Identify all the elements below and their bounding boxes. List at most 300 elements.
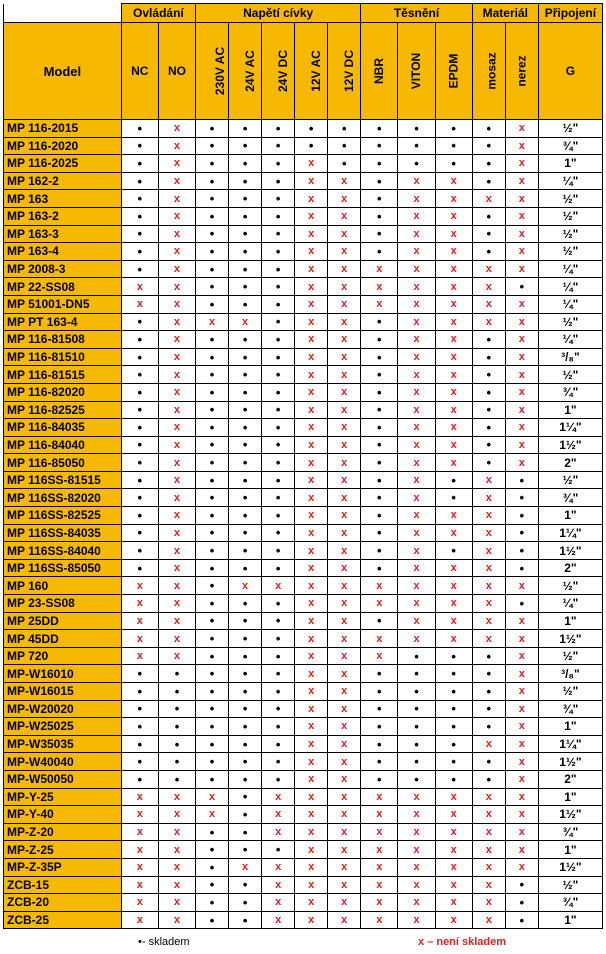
table-row: [4, 366, 603, 384]
in-stock-mark: •: [472, 419, 505, 437]
in-stock-mark: •: [435, 753, 472, 771]
model-cell: MP 720: [4, 647, 122, 665]
model-cell: MP 116SS-84040: [4, 542, 122, 560]
not-in-stock-mark: x: [505, 612, 538, 630]
in-stock-mark: •: [196, 401, 229, 419]
not-in-stock-mark: x: [505, 190, 538, 208]
in-stock-mark: •: [121, 665, 158, 683]
connection-cell: ¾": [538, 383, 602, 401]
not-in-stock-mark: x: [398, 383, 435, 401]
connection-cell: 1½": [538, 542, 602, 560]
not-in-stock-mark: x: [196, 313, 229, 331]
connection-cell: ¼": [538, 260, 602, 278]
in-stock-mark: •: [196, 770, 229, 788]
col-viton-label: VITON: [409, 52, 424, 90]
connection-cell: 1": [538, 612, 602, 630]
not-in-stock-mark: x: [398, 630, 435, 648]
not-in-stock-mark: x: [361, 295, 398, 313]
connection-cell: 1": [538, 155, 602, 173]
not-in-stock-mark: x: [505, 683, 538, 701]
not-in-stock-mark: x: [472, 911, 505, 929]
not-in-stock-mark: x: [435, 190, 472, 208]
connection-cell: 1¼": [538, 735, 602, 753]
in-stock-mark: •: [196, 665, 229, 683]
not-in-stock-mark: x: [121, 788, 158, 806]
in-stock-mark: •: [196, 207, 229, 225]
in-stock-mark: •: [262, 225, 295, 243]
in-stock-mark: •: [229, 260, 262, 278]
not-in-stock-mark: x: [505, 331, 538, 349]
not-in-stock-mark: x: [158, 524, 195, 542]
in-stock-mark: •: [262, 647, 295, 665]
not-in-stock-mark: x: [472, 524, 505, 542]
in-stock-mark: •: [361, 383, 398, 401]
in-stock-mark: •: [196, 876, 229, 894]
not-in-stock-mark: x: [398, 471, 435, 489]
not-in-stock-mark: x: [398, 401, 435, 419]
in-stock-mark: •: [121, 243, 158, 261]
in-stock-mark: •: [196, 137, 229, 155]
table-row: [4, 788, 603, 806]
not-in-stock-mark: x: [328, 278, 361, 296]
not-in-stock-mark: x: [121, 841, 158, 859]
col-24v-dc-label: 24V DC: [276, 49, 291, 93]
in-stock-mark: •: [262, 331, 295, 349]
not-in-stock-mark: x: [505, 155, 538, 173]
col-epdm-label: EPDM: [446, 53, 461, 89]
in-stock-mark: •: [361, 559, 398, 577]
not-in-stock-mark: x: [505, 770, 538, 788]
in-stock-mark: •: [196, 436, 229, 454]
not-in-stock-mark: x: [361, 911, 398, 929]
in-stock-mark: •: [196, 366, 229, 384]
not-in-stock-mark: x: [398, 366, 435, 384]
not-in-stock-mark: x: [328, 313, 361, 331]
in-stock-mark: •: [262, 155, 295, 173]
in-stock-mark: •: [361, 207, 398, 225]
not-in-stock-mark: x: [262, 876, 295, 894]
connection-cell: ¾": [538, 823, 602, 841]
not-in-stock-mark: x: [472, 507, 505, 525]
not-in-stock-mark: x: [328, 647, 361, 665]
model-cell: MP 163-3: [4, 225, 122, 243]
connection-cell: ½": [538, 471, 602, 489]
model-cell: MP-W20020: [4, 700, 122, 718]
table-row: [4, 841, 603, 859]
not-in-stock-mark: x: [505, 823, 538, 841]
in-stock-mark: •: [262, 172, 295, 190]
not-in-stock-mark: x: [295, 454, 328, 472]
in-stock-mark: •: [158, 700, 195, 718]
model-cell: MP 116-85050: [4, 454, 122, 472]
not-in-stock-mark: x: [398, 841, 435, 859]
not-in-stock-mark: x: [505, 718, 538, 736]
in-stock-mark: •: [472, 401, 505, 419]
not-in-stock-mark: x: [328, 454, 361, 472]
not-in-stock-mark: x: [435, 507, 472, 525]
connection-cell: ¼": [538, 172, 602, 190]
in-stock-mark: •: [505, 894, 538, 912]
not-in-stock-mark: x: [229, 313, 262, 331]
in-stock-mark: •: [196, 559, 229, 577]
in-stock-mark: •: [472, 243, 505, 261]
in-stock-mark: •: [398, 647, 435, 665]
not-in-stock-mark: x: [158, 471, 195, 489]
not-in-stock-mark: x: [328, 524, 361, 542]
not-in-stock-mark: x: [505, 841, 538, 859]
connection-cell: 2": [538, 454, 602, 472]
not-in-stock-mark: x: [328, 383, 361, 401]
in-stock-mark: •: [121, 436, 158, 454]
in-stock-mark: •: [398, 700, 435, 718]
not-in-stock-mark: x: [328, 858, 361, 876]
in-stock-mark: •: [196, 753, 229, 771]
not-in-stock-mark: x: [295, 753, 328, 771]
col-epdm: [435, 23, 472, 120]
not-in-stock-mark: x: [435, 454, 472, 472]
not-in-stock-mark: x: [121, 595, 158, 613]
in-stock-mark: •: [262, 383, 295, 401]
connection-cell: 1½": [538, 630, 602, 648]
in-stock-mark: •: [435, 471, 472, 489]
not-in-stock-mark: x: [295, 911, 328, 929]
not-in-stock-mark: x: [262, 894, 295, 912]
connection-cell: 1¼": [538, 524, 602, 542]
table-row: [4, 401, 603, 419]
model-cell: MP 116SS-81515: [4, 471, 122, 489]
in-stock-mark: •: [361, 190, 398, 208]
in-stock-mark: •: [361, 612, 398, 630]
not-in-stock-mark: x: [435, 788, 472, 806]
not-in-stock-mark: x: [295, 278, 328, 296]
in-stock-mark: •: [158, 753, 195, 771]
not-in-stock-mark: x: [435, 331, 472, 349]
connection-cell: ½": [538, 577, 602, 595]
not-in-stock-mark: x: [295, 823, 328, 841]
connection-cell: 1": [538, 718, 602, 736]
not-in-stock-mark: x: [262, 823, 295, 841]
in-stock-mark: •: [196, 595, 229, 613]
col-24v-ac: [229, 23, 262, 120]
col-no: NO: [158, 23, 195, 120]
group-blank: [4, 4, 122, 23]
in-stock-mark: •: [229, 507, 262, 525]
table-row: [4, 595, 603, 613]
table-row: [4, 331, 603, 349]
not-in-stock-mark: x: [435, 612, 472, 630]
group-ovladani: Ovládání: [121, 4, 195, 23]
in-stock-mark: •: [229, 806, 262, 824]
not-in-stock-mark: x: [472, 630, 505, 648]
in-stock-mark: •: [398, 735, 435, 753]
not-in-stock-mark: x: [295, 331, 328, 349]
not-in-stock-mark: x: [435, 894, 472, 912]
not-in-stock-mark: x: [121, 630, 158, 648]
col-24v-ac-label: 24V AC: [242, 50, 257, 92]
not-in-stock-mark: x: [505, 172, 538, 190]
table-row: [4, 207, 603, 225]
not-in-stock-mark: x: [472, 489, 505, 507]
not-in-stock-mark: x: [505, 753, 538, 771]
not-in-stock-mark: x: [435, 207, 472, 225]
in-stock-mark: •: [121, 454, 158, 472]
in-stock-mark: •: [472, 770, 505, 788]
in-stock-mark: •: [229, 471, 262, 489]
not-in-stock-mark: x: [398, 612, 435, 630]
not-in-stock-mark: x: [398, 207, 435, 225]
not-in-stock-mark: x: [295, 243, 328, 261]
table-row: [4, 770, 603, 788]
model-cell: MP 116SS-82525: [4, 507, 122, 525]
in-stock-mark: •: [262, 700, 295, 718]
not-in-stock-mark: x: [295, 524, 328, 542]
table-row: [4, 278, 603, 296]
in-stock-mark: •: [196, 243, 229, 261]
in-stock-mark: •: [361, 524, 398, 542]
not-in-stock-mark: x: [435, 278, 472, 296]
in-stock-mark: •: [229, 841, 262, 859]
not-in-stock-mark: x: [158, 788, 195, 806]
connection-cell: ½": [538, 190, 602, 208]
in-stock-mark: •: [361, 331, 398, 349]
not-in-stock-mark: x: [435, 559, 472, 577]
not-in-stock-mark: x: [295, 788, 328, 806]
not-in-stock-mark: x: [158, 612, 195, 630]
in-stock-mark: •: [229, 612, 262, 630]
not-in-stock-mark: x: [328, 735, 361, 753]
in-stock-mark: •: [295, 137, 328, 155]
not-in-stock-mark: x: [295, 172, 328, 190]
in-stock-mark: •: [196, 155, 229, 173]
table-row: [4, 454, 603, 472]
model-cell: MP 23-SS08: [4, 595, 122, 613]
in-stock-mark: •: [121, 753, 158, 771]
in-stock-mark: •: [121, 401, 158, 419]
not-in-stock-mark: x: [328, 331, 361, 349]
in-stock-mark: •: [121, 366, 158, 384]
connection-cell: ½": [538, 120, 602, 138]
in-stock-mark: •: [435, 665, 472, 683]
not-in-stock-mark: x: [158, 348, 195, 366]
not-in-stock-mark: x: [158, 507, 195, 525]
model-cell: MP 116-81510: [4, 348, 122, 366]
not-in-stock-mark: x: [398, 788, 435, 806]
table-row: [4, 911, 603, 929]
connection-cell: ½": [538, 313, 602, 331]
in-stock-mark: •: [262, 595, 295, 613]
not-in-stock-mark: x: [158, 595, 195, 613]
col-nbr-label: NBR: [372, 58, 387, 84]
connection-cell: 1½": [538, 753, 602, 771]
in-stock-mark: •: [196, 454, 229, 472]
model-cell: MP-Y-25: [4, 788, 122, 806]
not-in-stock-mark: x: [328, 770, 361, 788]
in-stock-mark: •: [229, 524, 262, 542]
in-stock-mark: •: [229, 243, 262, 261]
not-in-stock-mark: x: [295, 401, 328, 419]
not-in-stock-mark: x: [435, 295, 472, 313]
in-stock-mark: •: [435, 120, 472, 138]
not-in-stock-mark: x: [121, 858, 158, 876]
in-stock-mark: •: [505, 559, 538, 577]
in-stock-mark: •: [361, 120, 398, 138]
not-in-stock-mark: x: [158, 436, 195, 454]
model-cell: MP 22-SS08: [4, 278, 122, 296]
in-stock-mark: •: [398, 718, 435, 736]
not-in-stock-mark: x: [435, 876, 472, 894]
not-in-stock-mark: x: [472, 894, 505, 912]
column-header-row: [4, 23, 603, 120]
table-row: [4, 436, 603, 454]
not-in-stock-mark: x: [158, 454, 195, 472]
not-in-stock-mark: x: [158, 260, 195, 278]
connection-cell: ¼": [538, 331, 602, 349]
not-in-stock-mark: x: [158, 577, 195, 595]
not-in-stock-mark: x: [295, 894, 328, 912]
not-in-stock-mark: x: [295, 858, 328, 876]
in-stock-mark: •: [229, 419, 262, 437]
in-stock-mark: •: [121, 348, 158, 366]
in-stock-mark: •: [435, 137, 472, 155]
not-in-stock-mark: x: [295, 207, 328, 225]
not-in-stock-mark: x: [262, 858, 295, 876]
table-row: [4, 155, 603, 173]
not-in-stock-mark: x: [505, 419, 538, 437]
in-stock-mark: •: [196, 542, 229, 560]
in-stock-mark: •: [121, 770, 158, 788]
not-in-stock-mark: x: [158, 401, 195, 419]
in-stock-mark: •: [472, 366, 505, 384]
not-in-stock-mark: x: [398, 436, 435, 454]
table-row: [4, 823, 603, 841]
not-in-stock-mark: x: [361, 806, 398, 824]
not-in-stock-mark: x: [505, 137, 538, 155]
in-stock-mark: •: [229, 630, 262, 648]
not-in-stock-mark: x: [121, 278, 158, 296]
in-stock-mark: •: [262, 278, 295, 296]
not-in-stock-mark: x: [435, 243, 472, 261]
not-in-stock-mark: x: [158, 876, 195, 894]
connection-cell: ¼": [538, 278, 602, 296]
in-stock-mark: •: [435, 542, 472, 560]
in-stock-mark: •: [196, 577, 229, 595]
in-stock-mark: •: [229, 770, 262, 788]
in-stock-mark: •: [361, 770, 398, 788]
not-in-stock-mark: x: [435, 524, 472, 542]
in-stock-mark: •: [262, 542, 295, 560]
in-stock-mark: •: [121, 120, 158, 138]
not-in-stock-mark: x: [295, 190, 328, 208]
not-in-stock-mark: x: [435, 577, 472, 595]
connection-cell: ³/₈": [538, 665, 602, 683]
table-body: [4, 120, 603, 929]
not-in-stock-mark: x: [158, 419, 195, 437]
not-in-stock-mark: x: [505, 647, 538, 665]
col-g: G: [538, 23, 602, 120]
not-in-stock-mark: x: [361, 823, 398, 841]
not-in-stock-mark: x: [295, 383, 328, 401]
table-row: [4, 243, 603, 261]
not-in-stock-mark: x: [328, 436, 361, 454]
not-in-stock-mark: x: [328, 806, 361, 824]
in-stock-mark: •: [121, 137, 158, 155]
in-stock-mark: •: [229, 559, 262, 577]
in-stock-mark: •: [196, 647, 229, 665]
not-in-stock-mark: x: [505, 630, 538, 648]
in-stock-mark: •: [262, 260, 295, 278]
not-in-stock-mark: x: [121, 806, 158, 824]
not-in-stock-mark: x: [158, 155, 195, 173]
not-in-stock-mark: x: [295, 295, 328, 313]
in-stock-mark: •: [361, 172, 398, 190]
connection-cell: ½": [538, 207, 602, 225]
not-in-stock-mark: x: [505, 700, 538, 718]
in-stock-mark: •: [229, 383, 262, 401]
not-in-stock-mark: x: [435, 225, 472, 243]
in-stock-mark: •: [196, 225, 229, 243]
not-in-stock-mark: x: [398, 172, 435, 190]
connection-cell: 1": [538, 788, 602, 806]
not-in-stock-mark: x: [472, 806, 505, 824]
not-in-stock-mark: x: [361, 278, 398, 296]
not-in-stock-mark: x: [295, 612, 328, 630]
model-cell: MP 162-2: [4, 172, 122, 190]
not-in-stock-mark: x: [472, 260, 505, 278]
not-in-stock-mark: x: [398, 894, 435, 912]
not-in-stock-mark: x: [328, 401, 361, 419]
not-in-stock-mark: x: [295, 542, 328, 560]
not-in-stock-mark: x: [328, 700, 361, 718]
not-in-stock-mark: x: [435, 911, 472, 929]
not-in-stock-mark: x: [328, 542, 361, 560]
not-in-stock-mark: x: [472, 471, 505, 489]
in-stock-mark: •: [472, 207, 505, 225]
not-in-stock-mark: x: [505, 665, 538, 683]
not-in-stock-mark: x: [121, 894, 158, 912]
not-in-stock-mark: x: [328, 507, 361, 525]
model-cell: MP-W35035: [4, 735, 122, 753]
in-stock-mark: •: [262, 665, 295, 683]
not-in-stock-mark: x: [328, 366, 361, 384]
table-row: [4, 559, 603, 577]
in-stock-mark: •: [121, 471, 158, 489]
not-in-stock-mark: x: [295, 348, 328, 366]
not-in-stock-mark: x: [328, 577, 361, 595]
not-in-stock-mark: x: [328, 471, 361, 489]
in-stock-mark: •: [196, 700, 229, 718]
connection-cell: ¾": [538, 137, 602, 155]
in-stock-mark: •: [121, 331, 158, 349]
in-stock-mark: •: [158, 665, 195, 683]
model-cell: MP-Z-25: [4, 841, 122, 859]
not-in-stock-mark: x: [398, 260, 435, 278]
in-stock-mark: •: [361, 507, 398, 525]
not-in-stock-mark: x: [435, 595, 472, 613]
not-in-stock-mark: x: [505, 454, 538, 472]
in-stock-mark: •: [505, 542, 538, 560]
model-cell: MP 163: [4, 190, 122, 208]
col-viton: [398, 23, 435, 120]
in-stock-mark: •: [472, 436, 505, 454]
not-in-stock-mark: x: [361, 595, 398, 613]
in-stock-mark: •: [229, 876, 262, 894]
in-stock-mark: •: [262, 753, 295, 771]
not-in-stock-mark: x: [505, 225, 538, 243]
connection-cell: 1": [538, 911, 602, 929]
in-stock-mark: •: [472, 753, 505, 771]
product-table: [3, 3, 603, 929]
not-in-stock-mark: x: [229, 858, 262, 876]
